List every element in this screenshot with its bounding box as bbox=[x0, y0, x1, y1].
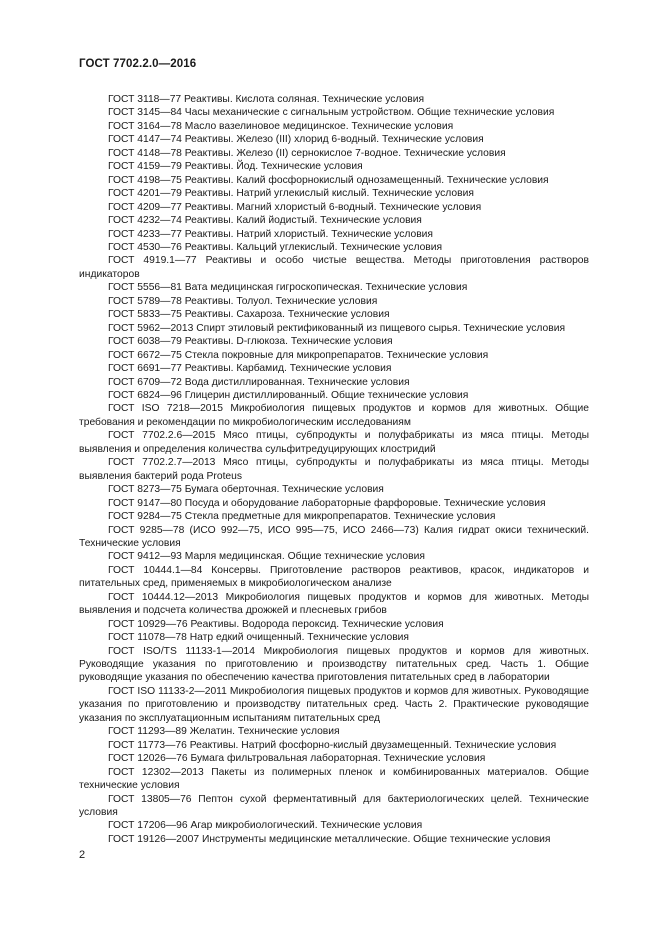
reference-item: ГОСТ 7702.2.7—2013 Мясо птицы, субпродукты и полуфабрикаты из мяса птицы. Методы выявления бактерий рода Proteus bbox=[79, 457, 589, 482]
reference-item: ГОСТ 8273—75 Бумага оберточная. Технические условия bbox=[108, 484, 384, 496]
reference-item: ГОСТ ISO/TS 11133-1—2014 Микробиология пищевых продуктов и кормов для животных. Руководящие указания по приготовлению и производству питательных сред. Часть 1. Общие руководящие указания по обеспечению качества приготовления питательных сред в лаборатории bbox=[79, 645, 589, 684]
reference-item: ГОСТ 9284—75 Стекла предметные для микропрепаратов. Технические условия bbox=[108, 511, 496, 523]
reference-item: ГОСТ 13805—76 Пептон сухой ферментативный для бактериологических целей. Технические условия bbox=[79, 793, 589, 819]
reference-item: ГОСТ 3145—84 Часы механические с сигнальным устройством. Общие технические условия bbox=[108, 107, 555, 119]
reference-item: ГОСТ 3164—78 Масло вазелиновое медицинское. Технические условия bbox=[108, 120, 454, 132]
reference-item: ГОСТ 4209—77 Реактивы. Магний хлористый 6-водный. Технические условия bbox=[108, 201, 482, 213]
reference-item: ГОСТ 12302—2013 Пакеты из полимерных пленок и комбинированных материалов. Общие технические условия bbox=[79, 766, 589, 792]
reference-list bbox=[79, 93, 589, 846]
reference-item: ГОСТ 7702.2.6—2015 Мясо птицы, субпродукты и полуфабрикаты из мяса птицы. Методы выявления и определения количества сульфитредуцирующих клостридий bbox=[79, 430, 589, 455]
reference-item: ГОСТ 11773—76 Реактивы. Натрий фосфорно-кислый двузамещенный. Технические условия bbox=[108, 739, 557, 751]
reference-item: ГОСТ 17206—96 Агар микробиологический. Технические условия bbox=[108, 820, 423, 832]
reference-item: ГОСТ 5556—81 Вата медицинская гигроскопическая. Технические условия bbox=[108, 282, 468, 294]
reference-item: ГОСТ 4201—79 Реактивы. Натрий углекислый кислый. Технические условия bbox=[108, 188, 474, 200]
reference-item: ГОСТ 6672—75 Стекла покровные для микропрепаратов. Технические условия bbox=[108, 349, 489, 361]
reference-item: ГОСТ 6691—77 Реактивы. Карбамид. Технические условия bbox=[108, 363, 392, 375]
reference-item: ГОСТ 4159—79 Реактивы. Йод. Технические условия bbox=[108, 161, 363, 173]
reference-item: ГОСТ 10444.1—84 Консервы. Приготовление растворов реактивов, красок, индикаторов и питательных сред, применяемых в микробиологическом анализе bbox=[79, 564, 589, 590]
page-number: 2 bbox=[79, 849, 86, 861]
reference-item: ГОСТ 3118—77 Реактивы. Кислота соляная. Технические условия bbox=[108, 94, 425, 105]
reference-item: ГОСТ ISO 7218—2015 Микробиология пищевых продуктов и кормов для животных. Общие требования и рекомендации по микробиологическим исследованиям bbox=[79, 403, 589, 428]
document-header: ГОСТ 7702.2.0—2016 bbox=[79, 58, 197, 70]
reference-item: ГОСТ 4919.1—77 Реактивы и особо чистые вещества. Методы приготовления растворов индикаторов bbox=[79, 255, 589, 280]
reference-item: ГОСТ 11293—89 Желатин. Технические условия bbox=[108, 726, 340, 738]
reference-item: ГОСТ 4233—77 Реактивы. Натрий хлористый. Технические условия bbox=[108, 228, 433, 240]
reference-item: ГОСТ 9412—93 Марля медицинская. Общие технические условия bbox=[108, 551, 425, 563]
reference-item: ГОСТ ISO 11133-2—2011 Микробиология пищевых продуктов и кормов для животных. Руководящие указания по приготовлению и производству питательных сред. Часть 2. Практические руководящие указания по эксплуатационным испытаниям питательных сред bbox=[79, 685, 589, 724]
reference-item: ГОСТ 9285—78 (ИСО 992—75, ИСО 995—75, ИСО 2466—73) Калия гидрат окиси технический. Технические условия bbox=[79, 524, 589, 549]
reference-item: ГОСТ 19126—2007 Инструменты медицинские металлические. Общие технические условия bbox=[108, 833, 551, 845]
reference-item: ГОСТ 4148—78 Реактивы. Железо (II) сернокислое 7-водное. Технические условия bbox=[108, 147, 506, 159]
reference-item: ГОСТ 4147—74 Реактивы. Железо (III) хлорид 6-водный. Технические условия bbox=[108, 134, 484, 146]
reference-item: ГОСТ 11078—78 Натр едкий очищенный. Технические условия bbox=[108, 632, 410, 644]
reference-item: ГОСТ 5962—2013 Спирт этиловый ректификованный из пищевого сырья. Технические условия bbox=[108, 322, 566, 334]
reference-item: ГОСТ 12026—76 Бумага фильтровальная лабораторная. Технические условия bbox=[108, 753, 486, 765]
reference-item: ГОСТ 5789—78 Реактивы. Толуол. Технические условия bbox=[108, 295, 378, 307]
reference-item: ГОСТ 10929—76 Реактивы. Водорода пероксид. Технические условия bbox=[108, 618, 444, 630]
reference-item: ГОСТ 5833—75 Реактивы. Сахароза. Технические условия bbox=[108, 309, 390, 321]
reference-item: ГОСТ 9147—80 Посуда и оборудование лабораторные фарфоровые. Технические условия bbox=[108, 497, 546, 509]
reference-item: ГОСТ 4530—76 Реактивы. Кальций углекислый. Технические условия bbox=[108, 241, 443, 253]
reference-item: ГОСТ 6038—79 Реактивы. D-глюкоза. Технические условия bbox=[108, 336, 393, 348]
reference-item: ГОСТ 6709—72 Вода дистиллированная. Технические условия bbox=[108, 376, 410, 388]
reference-item: ГОСТ 6824—96 Глицерин дистиллированный. Общие технические условия bbox=[108, 389, 469, 401]
reference-item: ГОСТ 10444.12—2013 Микробиология пищевых продуктов и кормов для животных. Методы выявления и подсчета количества дрожжей и плесневых грибов bbox=[79, 591, 589, 617]
reference-item: ГОСТ 4198—75 Реактивы. Калий фосфорнокислый однозамещенный. Технические условия bbox=[108, 174, 549, 186]
reference-item: ГОСТ 4232—74 Реактивы. Калий йодистый. Технические условия bbox=[108, 215, 422, 227]
